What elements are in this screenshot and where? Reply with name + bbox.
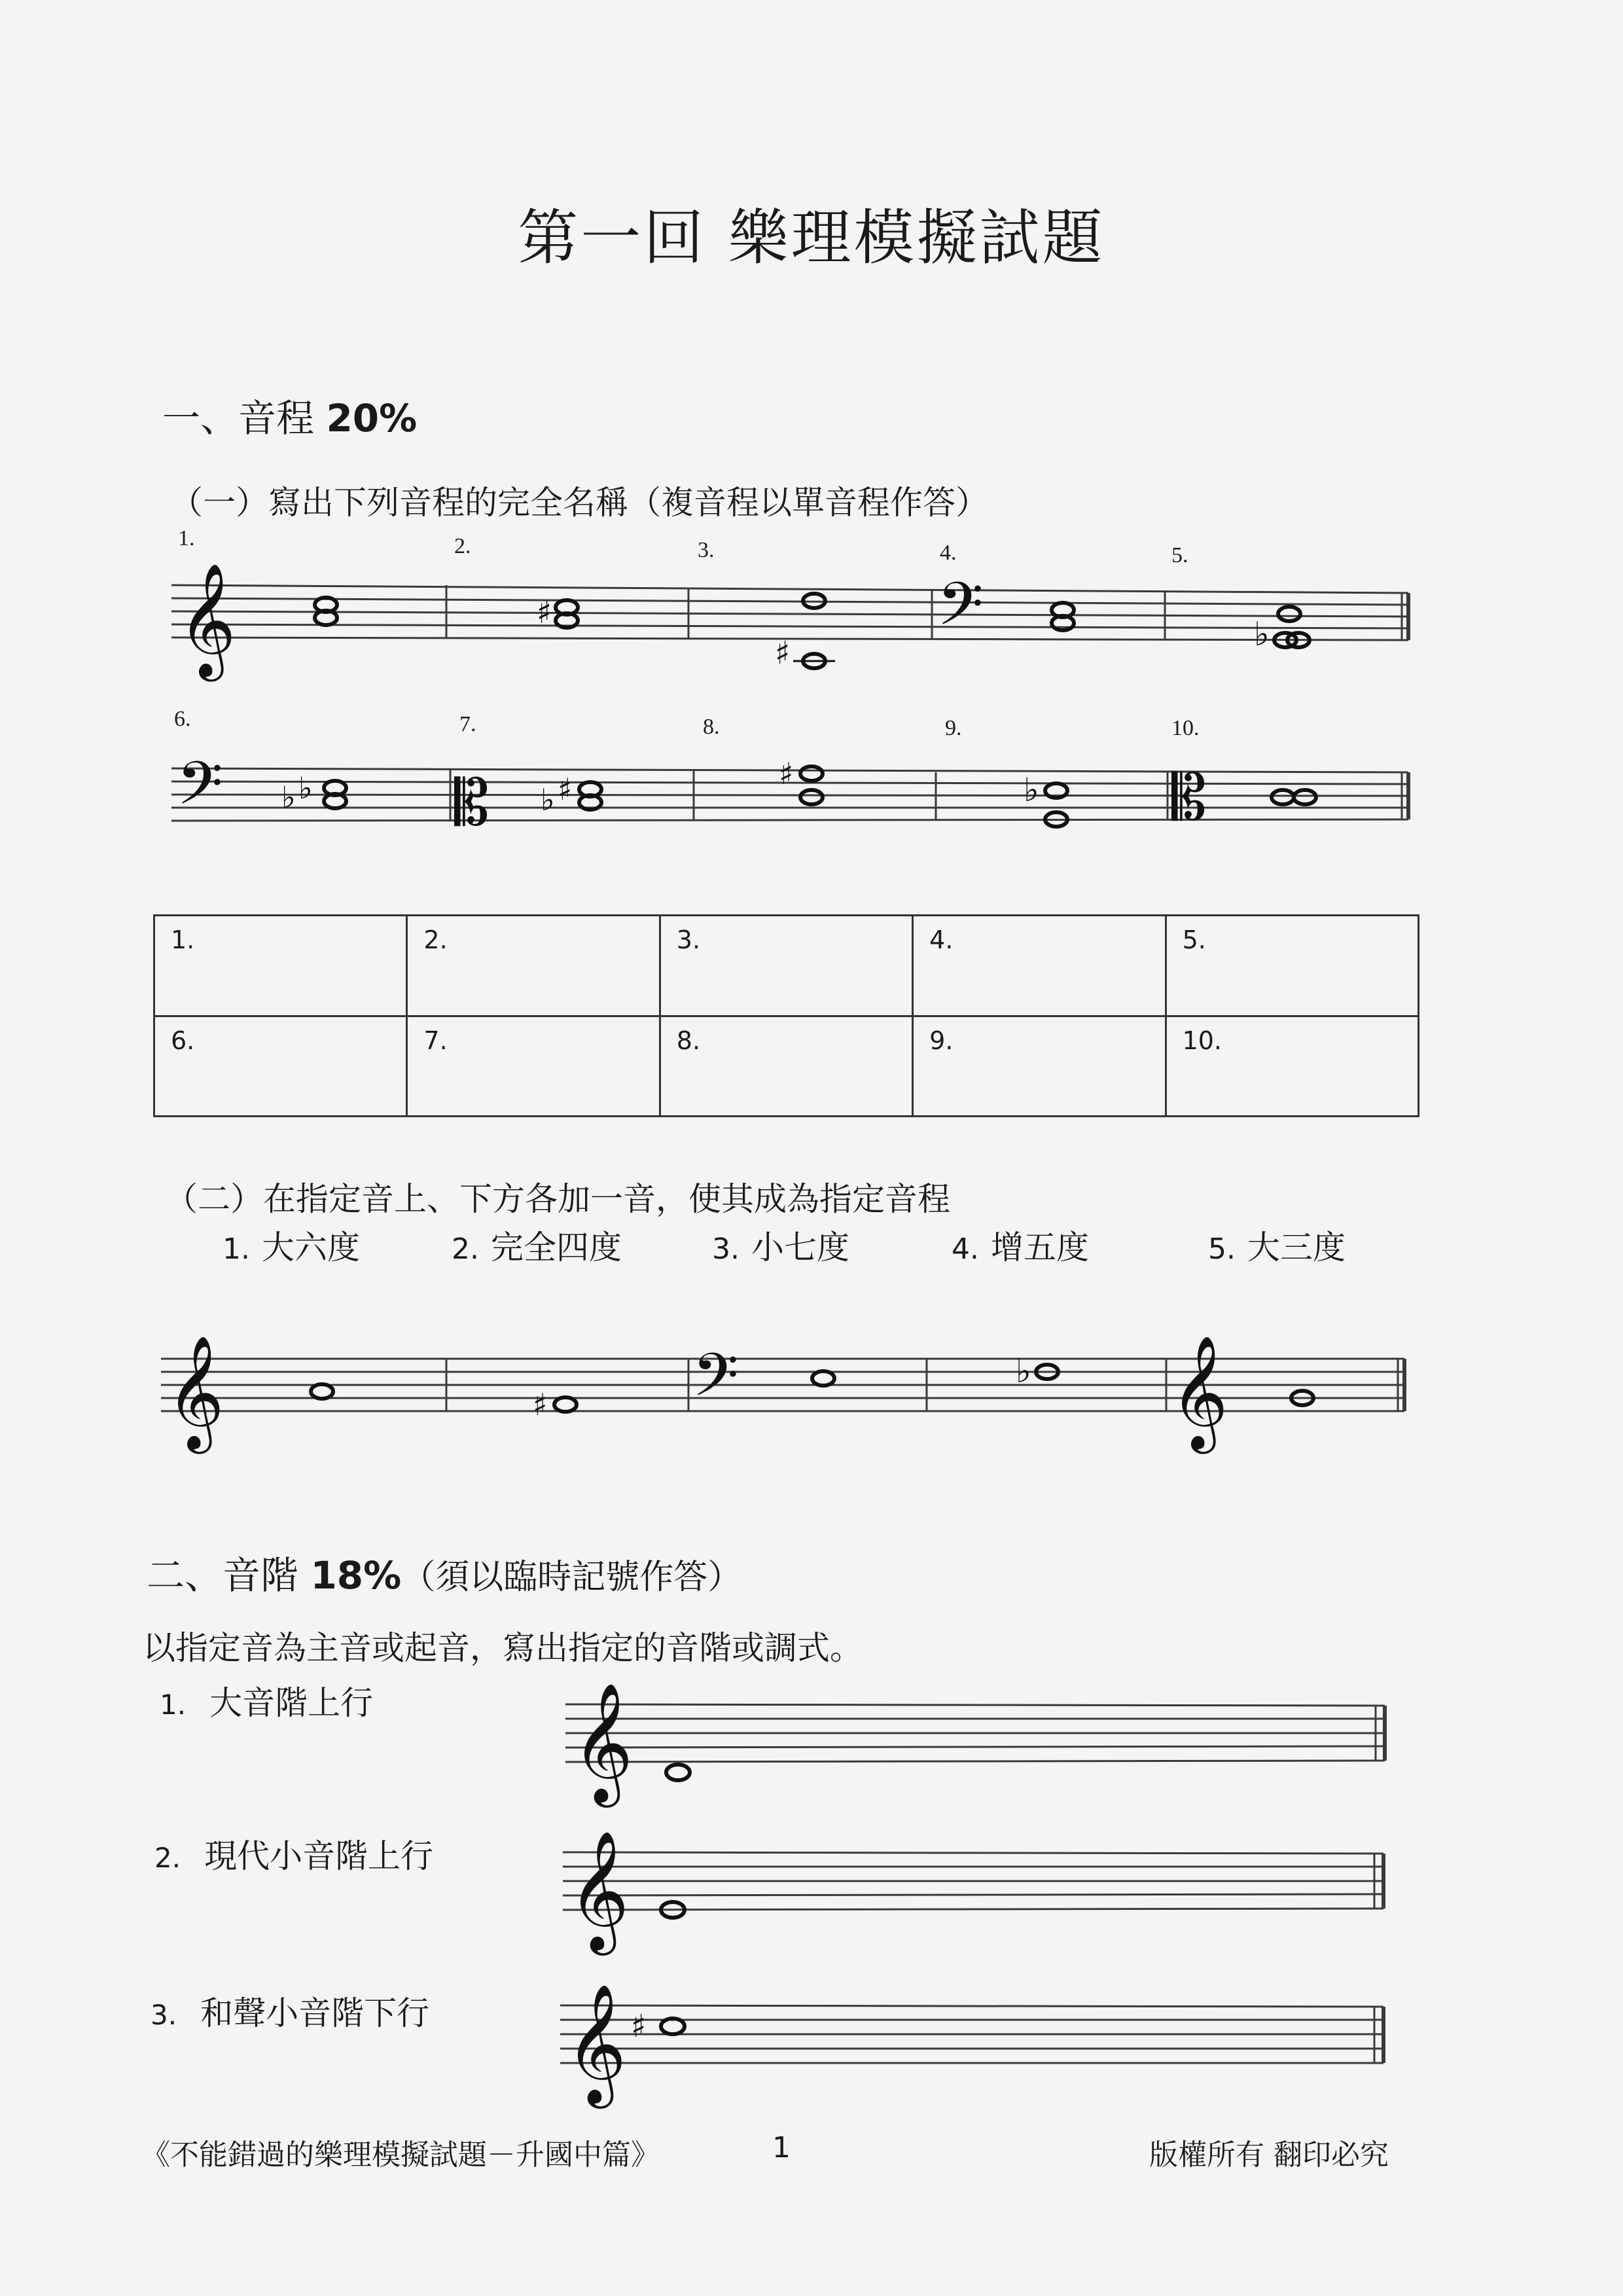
bass-clef-icon: 𝄢 <box>937 569 984 653</box>
interval-staff-row2 <box>171 751 1415 850</box>
flat-icon: ♭ <box>1016 1352 1031 1390</box>
question-number: 10. <box>1171 716 1200 740</box>
note-head <box>661 2018 685 2034</box>
section2-instruction: 以指定音為主音或起音，寫出指定的音階或調式。 <box>143 1629 863 1667</box>
question-number: 6. <box>174 707 191 731</box>
target-interval <box>1208 1221 1346 1268</box>
page-number: 1 <box>772 2131 791 2164</box>
section1-heading <box>162 387 417 442</box>
target-interval <box>712 1221 849 1268</box>
answer-table <box>153 914 1419 1117</box>
interval-staff-part2 <box>161 1322 1418 1453</box>
scale-number: 1. <box>160 1689 187 1721</box>
footer-copyright: 版權所有 翻印必究 <box>1149 2138 1389 2172</box>
scale-text: 和聲小音階下行 <box>200 1994 430 2032</box>
scale-staff-2 <box>563 1826 1394 1957</box>
answer-cell[interactable]: 9. <box>913 1016 1166 1117</box>
sharp-icon: ♯ <box>775 635 791 672</box>
scale-staff-3 <box>560 1983 1391 2114</box>
target-interval <box>223 1221 360 1268</box>
scale-staff-1 <box>565 1676 1397 1806</box>
answer-cell[interactable]: 6. <box>154 1016 407 1117</box>
answer-cell[interactable]: 1. <box>154 916 407 1016</box>
question-number: 5. <box>1171 543 1188 567</box>
sharp-icon: ♯ <box>558 772 573 807</box>
note-head <box>812 1371 834 1386</box>
note-head <box>1294 790 1316 804</box>
treble-clef-icon: 𝄞 <box>565 1983 627 2104</box>
section1-title: 一、音程 <box>162 396 315 440</box>
alto-clef-icon: 𝄡 <box>454 766 490 840</box>
sharp-icon: ♯ <box>537 594 552 631</box>
answer-cell[interactable]: 10. <box>1166 1016 1418 1117</box>
footer-book-title: 《不能錯過的樂理模擬試題－升國中篇》 <box>141 2138 660 2172</box>
section1-part2-label: （二）在指定音上、下方各加一音，使其成為指定音程 <box>165 1180 950 1218</box>
flat-icon: ♭ <box>1024 771 1039 809</box>
table-row <box>154 916 1419 1016</box>
question-number: 4. <box>940 541 957 565</box>
scale-question <box>154 1830 433 1877</box>
note-head <box>1278 607 1300 621</box>
note-head <box>666 1765 690 1780</box>
interval-staff-row1 <box>171 563 1415 681</box>
target-number: 4. <box>952 1232 979 1266</box>
treble-clef-icon: 𝄞 <box>178 563 236 677</box>
section2-note: （須以臨時記號作答） <box>401 1558 742 1597</box>
answer-cell[interactable]: 3. <box>660 916 912 1016</box>
question-number: 3. <box>698 538 715 562</box>
sharp-icon: ♯ <box>533 1387 548 1422</box>
answer-cell[interactable]: 4. <box>913 916 1166 1016</box>
question-number: 8. <box>703 715 720 739</box>
target-number: 2. <box>452 1232 479 1266</box>
section2-percent: 18% <box>310 1553 402 1598</box>
target-text: 增五度 <box>990 1229 1089 1266</box>
treble-clef-icon: 𝄞 <box>572 1682 633 1803</box>
answer-cell[interactable]: 8. <box>660 1016 912 1117</box>
bass-clef-icon: 𝄢 <box>692 1340 739 1424</box>
question-number: 9. <box>945 716 962 740</box>
scale-question <box>151 1987 429 2034</box>
note-head <box>554 1397 577 1412</box>
sharp-icon: ♯ <box>631 2008 647 2045</box>
section2-heading <box>147 1545 741 1600</box>
section2-title: 二、音階 <box>147 1553 299 1598</box>
target-interval <box>452 1221 622 1268</box>
scale-number: 2. <box>154 1842 181 1874</box>
note-head <box>1272 790 1294 804</box>
answer-cell[interactable]: 7. <box>407 1016 660 1117</box>
target-number: 5. <box>1208 1232 1236 1266</box>
target-text: 完全四度 <box>490 1229 622 1266</box>
flat-icon: ♭ <box>541 782 555 817</box>
target-text: 大三度 <box>1247 1229 1346 1266</box>
target-text: 大六度 <box>261 1229 360 1266</box>
sharp-icon: ♯ <box>779 756 794 791</box>
scale-text: 現代小音階上行 <box>204 1837 434 1875</box>
bass-clef-icon: 𝄢 <box>177 749 223 833</box>
note-head <box>311 1384 333 1399</box>
scale-question <box>160 1677 373 1724</box>
treble-clef-icon: 𝄞 <box>1170 1335 1228 1449</box>
target-number: 1. <box>223 1232 250 1266</box>
treble-clef-icon: 𝄞 <box>568 1830 630 1950</box>
target-interval <box>952 1221 1089 1268</box>
flat-icon: ♭ <box>1254 615 1270 653</box>
treble-clef-icon: 𝄞 <box>166 1335 224 1449</box>
target-number: 3. <box>712 1232 740 1266</box>
note-head <box>800 790 823 804</box>
flat-icon: ♭ <box>281 780 296 815</box>
flat-icon: ♭ <box>298 770 313 806</box>
target-text: 小七度 <box>751 1229 849 1266</box>
note-head <box>800 766 823 781</box>
scale-number: 3. <box>151 1999 177 2031</box>
section1-percent: 20% <box>326 396 418 440</box>
question-number: 2. <box>454 534 471 558</box>
tenor-clef-icon: 𝄡 <box>1171 761 1207 834</box>
section1-part1-label: （一）寫出下列音程的完全名稱（複音程以單音程作答） <box>170 484 988 522</box>
page-title: 第一回 樂理模擬試題 <box>518 203 1105 273</box>
table-row <box>154 1016 1419 1117</box>
answer-cell[interactable]: 2. <box>407 916 660 1016</box>
answer-cell[interactable]: 5. <box>1166 916 1418 1016</box>
question-number: 7. <box>459 712 476 736</box>
question-number: 1. <box>178 526 195 550</box>
scale-text: 大音階上行 <box>209 1684 374 1722</box>
